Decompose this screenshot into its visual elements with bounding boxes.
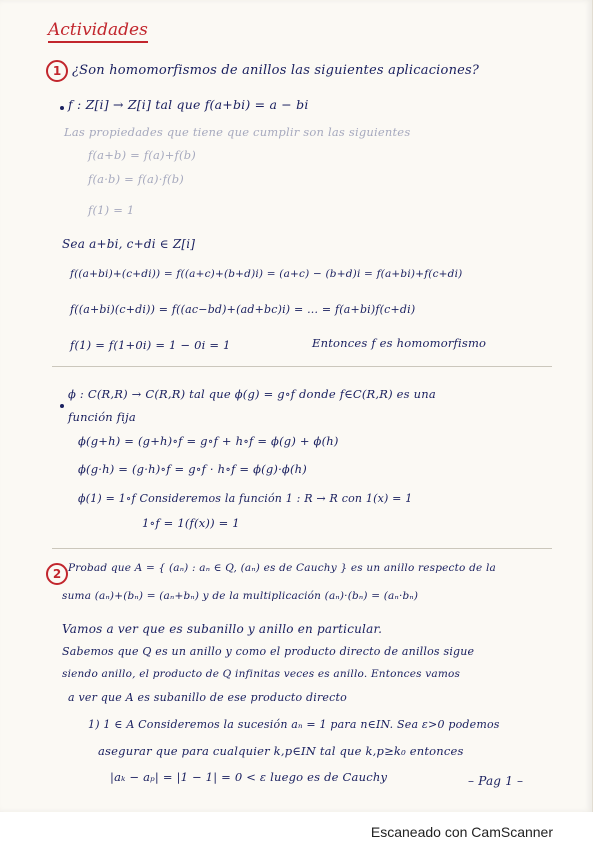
problem-2-statement-cont: suma (aₙ)+(bₙ) = (aₙ+bₙ) y de la multiplicación (aₙ)·(bₙ) = (aₙ·bₙ) xyxy=(62,590,419,602)
item-phi-sum-proof: ϕ(g+h) = (g+h)∘f = g∘f + h∘f = ϕ(g) + ϕ(h) xyxy=(78,434,339,448)
item-f-unit-proof: f(1) = f(1+0i) = 1 − 0i = 1 xyxy=(70,338,231,352)
faint-property-sum: f(a+b) = f(a)+f(b) xyxy=(88,148,196,162)
item-f-sea: Sea a+bi, c+di ∈ Z[i] xyxy=(62,237,196,251)
problem-2-line-5: siendo anillo, el producto de Q infinitas veces es anillo. Entonces vamos xyxy=(62,668,461,680)
problem-2-step-1-cauchy: |aₖ − aₚ| = |1 − 1| = 0 < ε luego es de Cauchy xyxy=(110,770,388,784)
bullet-dot xyxy=(60,106,64,110)
page-number: – Pag 1 – xyxy=(468,774,524,788)
problem-2-line-3: Vamos a ver que es subanillo y anillo en particular. xyxy=(62,622,383,636)
problem-2-number-badge: 2 xyxy=(46,563,68,585)
problem-1-question: ¿Son homomorfismos de anillos las siguientes aplicaciones? xyxy=(72,63,480,78)
faint-intro: Las propiedades que tiene que cumplir son las siguientes xyxy=(64,125,411,139)
item-f-conclusion: Entonces f es homomorfismo xyxy=(312,336,487,350)
problem-2-line-6: a ver que A es subanillo de ese producto directo xyxy=(68,691,347,704)
scanner-watermark: Escaneado con CamScanner xyxy=(370,824,553,840)
faint-property-unit: f(1) = 1 xyxy=(88,203,135,217)
bullet-dot xyxy=(60,404,64,408)
item-phi-definition: ϕ : C(R,R) → C(R,R) tal que ϕ(g) = g∘f donde f∈C(R,R) es una xyxy=(68,387,436,401)
item-f-product-proof: f((a+bi)(c+di)) = f((ac−bd)+(ad+bc)i) = ... = f(a+bi)f(c+di) xyxy=(70,303,416,316)
problem-2-step-1: 1) 1 ∈ A Consideremos la sucesión aₙ = 1 para n∈IN. Sea ε>0 podemos xyxy=(88,718,500,731)
section-divider xyxy=(52,366,552,367)
item-phi-product-proof: ϕ(g·h) = (g·h)∘f = g∘f · h∘f = ϕ(g)·ϕ(h) xyxy=(78,462,307,476)
scanner-footer xyxy=(0,814,599,848)
problem-1-number-badge: 1 xyxy=(46,60,68,82)
item-f-sum-proof: f((a+bi)+(c+di)) = f((a+c)+(b+d)i) = (a+c) − (b+d)i = f(a+bi)+f(c+di) xyxy=(70,268,463,280)
problem-2-statement: Probad que A = { (aₙ) : aₙ ∈ Q, (aₙ) es de Cauchy } es un anillo respecto de la xyxy=(68,562,497,574)
item-phi-unit-proof: ϕ(1) = 1∘f Consideremos la función 1 : R → R con 1(x) = 1 xyxy=(78,492,413,505)
problem-2-step-1-cont: asegurar que para cualquier k,p∈IN tal que k,p≥k₀ entonces xyxy=(98,744,464,758)
problem-2-line-4: Sabemos que Q es un anillo y como el producto directo de anillos sigue xyxy=(62,645,475,658)
item-f-definition: f : Z[i] → Z[i] tal que f(a+bi) = a − bi xyxy=(68,97,309,112)
section-divider xyxy=(52,548,552,549)
page-title: Actividades xyxy=(48,20,148,43)
faint-property-product: f(a·b) = f(a)·f(b) xyxy=(88,172,184,186)
item-phi-unit-result: 1∘f = 1(f(x)) = 1 xyxy=(142,516,240,530)
item-phi-definition-cont: función fija xyxy=(68,410,136,424)
